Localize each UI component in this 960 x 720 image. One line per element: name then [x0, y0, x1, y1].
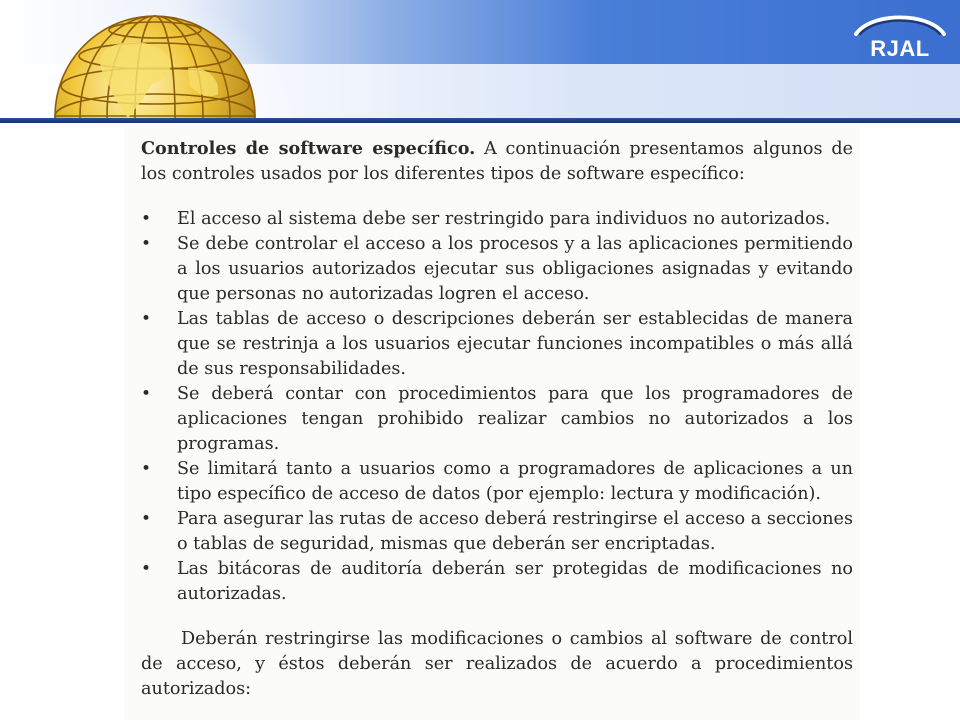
bullet-icon: •	[141, 559, 152, 579]
list-item-text: Se debe controlar el acceso a los procesos y a las aplicaciones permitiendo a los usuarios autorizados ejecutar sus obligaciones asignadas y evitando que personas no autorizadas logren el acceso.	[177, 234, 853, 304]
intro-text: A continuación presentamos algunos de los controles usados por los diferentes tipos de software específico:	[141, 139, 853, 184]
list-item	[141, 507, 853, 557]
header-divider	[0, 118, 960, 123]
list-item	[141, 232, 853, 307]
list-item	[141, 207, 853, 232]
logo-text: RJAL	[870, 36, 930, 61]
list-item-text: El acceso al sistema debe ser restringido para individuos no autorizados.	[177, 209, 831, 229]
bullet-icon: •	[141, 234, 152, 254]
document-body	[141, 136, 853, 702]
bullet-icon: •	[141, 509, 152, 529]
list-item-text: Para asegurar las rutas de acceso deberá restringirse el acceso a secciones o tablas de seguridad, mismas que deberán ser encriptadas.	[177, 509, 853, 554]
closing-paragraph: Deberán restringirse las modificaciones o cambios al software de control de acceso, y éstos deberán ser realizados de acuerdo a procedimientos autorizados:	[141, 629, 853, 699]
bullet-icon: •	[141, 309, 152, 329]
list-item	[141, 557, 853, 607]
list-item	[141, 382, 853, 457]
list-item-text: Las bitácoras de auditoría deberán ser protegidas de modificaciones no autorizadas.	[177, 559, 853, 604]
list-item	[141, 307, 853, 382]
list-item-text: Se limitará tanto a usuarios como a programadores de aplicaciones a un tipo específico de acceso de datos (por ejemplo: lectura y modificación).	[177, 459, 853, 504]
intro-paragraph	[141, 136, 853, 187]
list-item-text: Se deberá contar con procedimientos para que los programadores de aplicaciones tengan prohibido realizar cambios no autorizados a los programas.	[177, 384, 853, 454]
controls-list	[141, 207, 853, 607]
bullet-icon: •	[141, 384, 152, 404]
list-item-text: Las tablas de acceso o descripciones deberán ser establecidas de manera que se restrinja a los usuarios ejecutar funciones incompatibles o más allá de sus responsabilidades.	[177, 309, 853, 379]
bullet-icon: •	[141, 209, 152, 229]
intro-heading: Controles de software específico.	[141, 138, 476, 159]
bullet-icon: •	[141, 459, 152, 479]
list-item	[141, 457, 853, 507]
rjal-logo	[852, 8, 948, 68]
globe-icon	[48, 8, 262, 123]
